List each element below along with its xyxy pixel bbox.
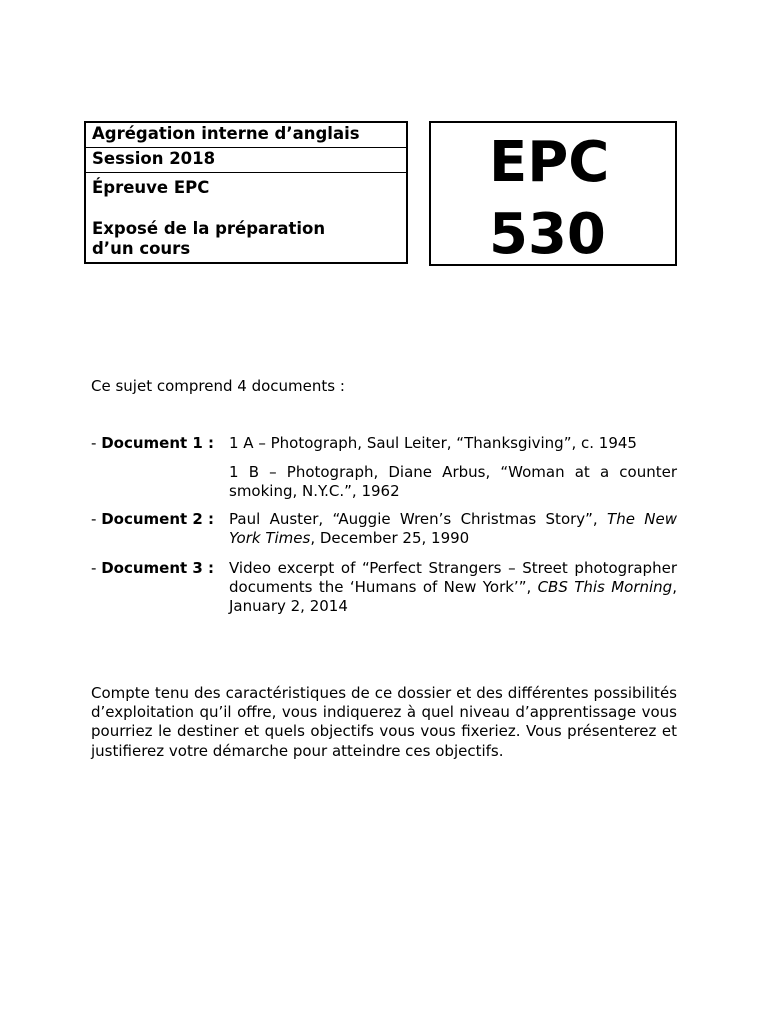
exam-session: Session 2018 (86, 148, 406, 173)
document-2-entry: Paul Auster, “Auggie Wren’s Christmas Story”, The New York Times, December 25, 1990 (229, 510, 677, 548)
document-3-label: - Document 3 : (91, 559, 215, 577)
test-name: Épreuve EPC (92, 178, 210, 197)
subject-code-prefix: EPC (489, 130, 610, 195)
test-type-line-2: d’un cours (92, 239, 191, 258)
subject-code-number: 530 (489, 202, 606, 267)
instructions-paragraph: Compte tenu des caractéristiques de ce dossier et des différentes possibilités d’exploitation qu’il offre, vous indiquerez à quel niveau d’apprentissage vous pourriez le destiner et quels objectifs vous vous fixeriez. Vous présenterez et justifierez votre démarche pour atteindre ces objectifs. (91, 684, 677, 760)
exam-test-description (86, 173, 406, 259)
exam-header-box (84, 121, 408, 264)
document-2-source: The New York Times (229, 510, 677, 548)
subject-code-box (429, 121, 677, 266)
document-2-label: - Document 2 : (91, 510, 215, 528)
document-3-entry: Video excerpt of “Perfect Strangers – Street photographer documents the ‘Humans of New York’”, CBS This Morning, January 2, 2014 (229, 559, 677, 616)
document-1a-entry: 1 A – Photograph, Saul Leiter, “Thanksgiving”, c. 1945 (229, 434, 637, 452)
document-3-source: CBS This Morning (537, 578, 673, 597)
document-1-label: - Document 1 : (91, 434, 215, 452)
exam-title: Agrégation interne d’anglais (86, 123, 406, 148)
document-count-intro: Ce sujet comprend 4 documents : (91, 377, 345, 395)
document-1b-entry: 1 B – Photograph, Diane Arbus, “Woman at a counter smoking, N.Y.C.”, 1962 (229, 463, 677, 501)
test-type-line-1: Exposé de la préparation (92, 219, 326, 238)
